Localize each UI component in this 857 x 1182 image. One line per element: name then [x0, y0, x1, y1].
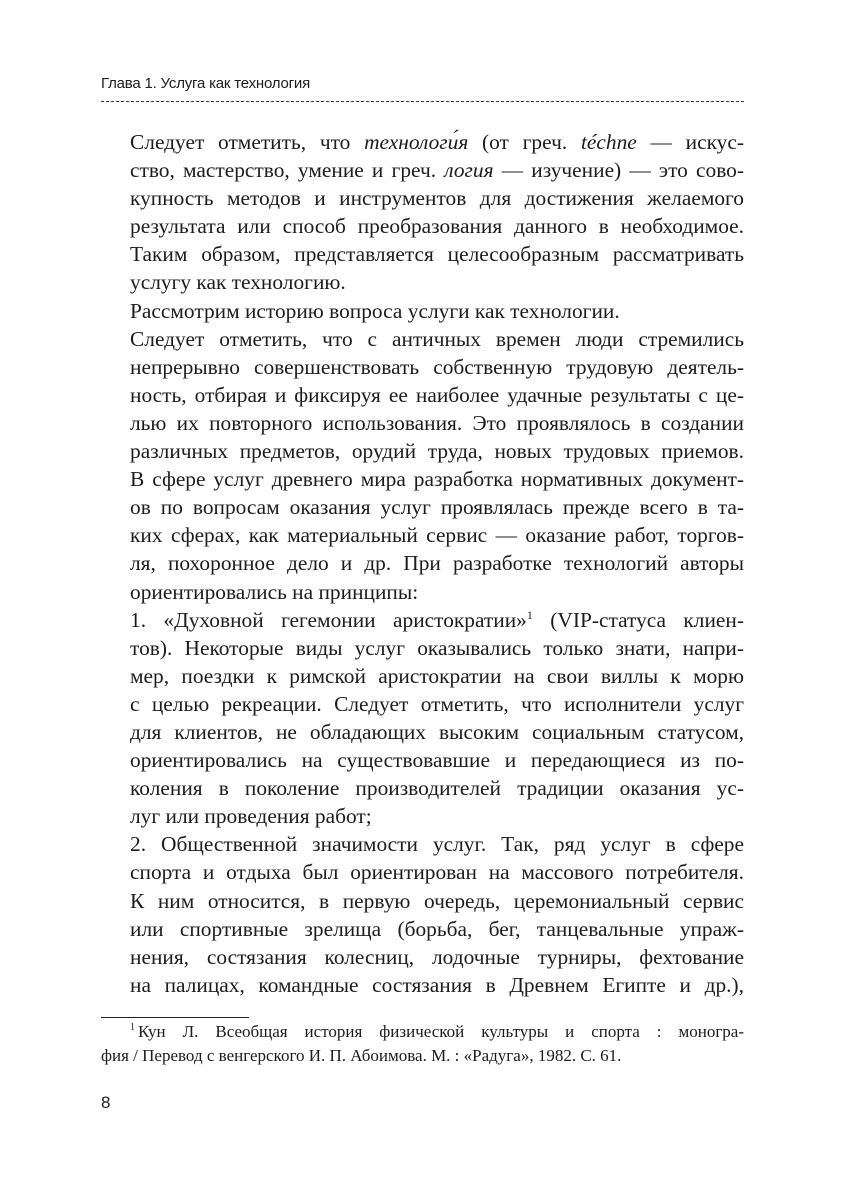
footnote-marker: 1 — [130, 1022, 135, 1034]
text-line — [101, 128, 744, 156]
text-line: В сфере услуг древнего мира разработка нормативных документ- — [130, 467, 744, 492]
italic-term: технологи́я — [364, 130, 469, 154]
italic-term: téchne — [580, 130, 637, 154]
text-line — [101, 156, 744, 184]
text-line: тов). Некоторые виды услуг оказывались только знати, напри- — [130, 635, 744, 660]
text-line: ориентировались на существовавшие и передающиеся из по- — [130, 748, 744, 773]
text-line: К ним относится, в первую очередь, церемониальный сервис — [130, 888, 744, 913]
paragraph-3 — [101, 325, 744, 606]
paragraph-1 — [101, 128, 744, 297]
italic-term: логия — [444, 158, 494, 183]
text-run: — искус- — [636, 130, 744, 154]
header-dashed-divider — [101, 101, 744, 102]
text-line: нения, состязания колесниц, лодочные турниры, фехтование — [130, 944, 744, 969]
text-line: ориентировались на принципы: — [130, 579, 419, 604]
text-line: для клиентов, не обладающих высоким социальным статусом, — [130, 719, 744, 744]
text-line: коления в поколение производителей традиции оказания ус- — [130, 776, 744, 801]
text-run: ство, мастерство, умение и греч. — [130, 158, 445, 183]
text-line: услугу как технологию. — [130, 270, 346, 295]
text-line: ность, отбирая и фиксируя ее наиболее удачные результаты с це- — [130, 382, 744, 407]
text-line: 2. Общественной значимости услуг. Так, ряд услуг в сфере — [130, 832, 744, 857]
paragraph-4 — [101, 606, 744, 831]
running-header: Глава 1. Услуга как технология — [101, 75, 311, 92]
main-text — [101, 128, 744, 999]
text-run: Следует отметить, что — [130, 130, 365, 154]
text-run: (VIP-статуса клиен- — [532, 607, 744, 632]
text-run: Кун Л. Всеобщая история физической культуры и спорта : моногра- — [138, 1022, 744, 1041]
page-number: 8 — [101, 1093, 111, 1112]
text-line: ких сферах, как материальный сервис — оказание работ, торгов- — [130, 523, 744, 548]
text-run: — изучение) — это сово- — [493, 158, 744, 183]
text-line: с целью рекреации. Следует отметить, что исполнители услуг — [130, 691, 744, 716]
text-line: мер, поездки к римской аристократии на свои виллы к морю — [130, 663, 744, 688]
text-run: (от греч. — [468, 130, 581, 154]
text-line — [101, 606, 744, 634]
footnote-divider — [101, 1017, 249, 1018]
footnote-reference[interactable]: 1 — [526, 607, 533, 622]
text-line: спорта и отдыха был ориентирован на массового потребителя. — [130, 860, 744, 885]
text-line: различных предметов, орудий труда, новых трудовых приемов. — [130, 439, 744, 464]
text-line: на палицах, командные состязания в Древнем Египте и др.), — [130, 972, 744, 997]
text-line: купность методов и инструментов для достижения желаемого — [130, 186, 744, 211]
text-line: Таким образом, представляется целесообразным рассматривать — [130, 242, 744, 267]
footnote — [101, 1020, 744, 1067]
text-line: луг или проведения работ; — [130, 804, 372, 829]
text-line: результата или способ преобразования данного в необходимое. — [130, 214, 744, 239]
text-line: ля, похоронное дело и др. При разработке технологий авторы — [130, 551, 744, 576]
text-line: непрерывно совершенствовать собственную трудовую деятель- — [130, 354, 744, 379]
text-line: Следует отметить, что с античных времен люди стремились — [130, 326, 744, 351]
paragraph-2 — [101, 297, 744, 325]
text-line: Рассмотрим историю вопроса услуги как технологии. — [130, 298, 620, 323]
text-line: или спортивные зрелища (борьба, бег, танцевальные упраж- — [130, 916, 744, 941]
footnote-line: фия / Перевод с венгерского И. П. Абоимова. М. : «Радуга», 1982. С. 61. — [101, 1045, 622, 1065]
footnote-line — [101, 1020, 744, 1044]
paragraph-5 — [101, 830, 744, 999]
text-line: ов по вопросам оказания услуг проявлялась прежде всего в та- — [130, 495, 744, 520]
text-run: 1. «Духовной гегемонии аристократии» — [130, 607, 527, 632]
text-line: лью их повторного использования. Это проявлялось в создании — [130, 410, 744, 435]
